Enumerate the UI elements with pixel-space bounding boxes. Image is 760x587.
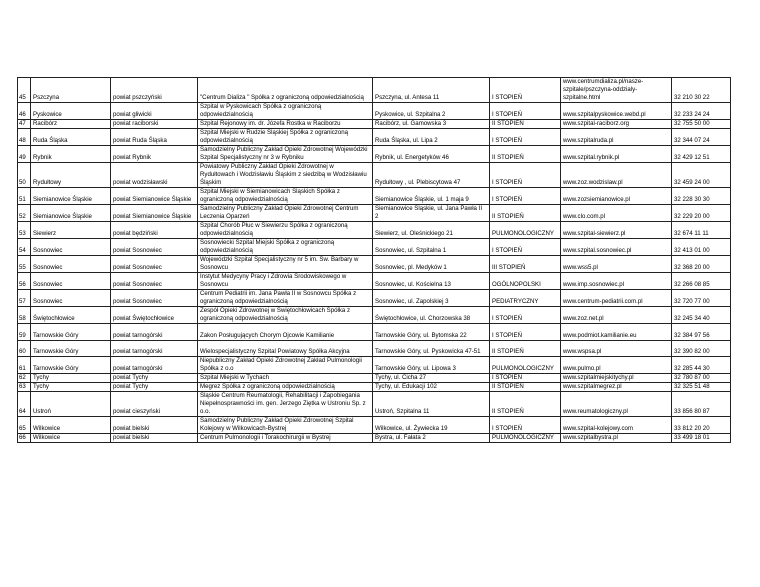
www-cell: www.reumatologiczny.pl xyxy=(561,392,672,417)
level-cell: I STOPIEŃ xyxy=(490,239,561,256)
www-cell: www.szpital.sosnowiec.pl xyxy=(561,239,672,256)
phone-cell: 32 413 01 00 xyxy=(672,239,731,256)
table-row xyxy=(18,417,731,434)
address-cell: Racibórz, ul. Gamowska 3 xyxy=(373,120,490,129)
county-cell: powiat cieszyński xyxy=(111,392,198,417)
name-cell: Szpital Rejonowy im. dr. Józefa Rostka w Raciborzu xyxy=(198,120,373,129)
table-row xyxy=(18,222,731,239)
level-cell: OGÓLNOPOLSKI xyxy=(490,273,561,290)
level-cell: I STOPIEŃ xyxy=(490,78,561,103)
row-number: 53 xyxy=(18,222,31,239)
address-cell: Tychy, ul. Edukacji 102 xyxy=(373,383,490,392)
city-cell: Wilkowice xyxy=(31,434,111,443)
county-cell: powiat Świętochłowice xyxy=(111,307,198,324)
level-cell: I STOPIEŃ xyxy=(490,417,561,434)
level-cell: I STOPIEŃ xyxy=(490,307,561,324)
address-cell: Sosnowiec, ul. Szpitalna 1 xyxy=(373,239,490,256)
www-cell: www.zoz.net.pl xyxy=(561,307,672,324)
city-cell: Siemianowice Śląskie xyxy=(31,188,111,205)
phone-cell: 32 325 51 48 xyxy=(672,383,731,392)
table-row xyxy=(18,163,731,188)
phone-cell: 32 720 77 00 xyxy=(672,290,731,307)
row-number: 54 xyxy=(18,239,31,256)
name-cell: Niepubliczny Zakład Opieki Zdrowotnej Zakład Pulmonologii Spółka z o.o xyxy=(198,357,373,374)
address-cell: Tarnowskie Góry, ul. Pyskowicka 47-51 xyxy=(373,341,490,357)
level-cell: PULMONOLOGICZNY xyxy=(490,434,561,443)
address-cell: Rydułtowy , ul. Plebiscytowa 47 xyxy=(373,163,490,188)
row-number: 63 xyxy=(18,383,31,392)
county-cell: powiat Sosnowiec xyxy=(111,256,198,273)
city-cell: Rydułtowy xyxy=(31,163,111,188)
name-cell: Szpital Miejski w Rudzie Śląskiej Spółka z ograniczoną odpowiedzialnością xyxy=(198,129,373,146)
www-cell: www.szpital.rybnik.pl xyxy=(561,146,672,163)
county-cell: powiat gliwicki xyxy=(111,103,198,120)
name-cell: Powiatowy Publiczny Zakład Opieki Zdrowotnej w Rydułtowach i Wodzisławiu Śląskim z siedzibą w Wodzisławiu Śląskim xyxy=(198,163,373,188)
address-cell: Sosnowiec, ul. Zapolskiej 3 xyxy=(373,290,490,307)
table-row xyxy=(18,307,731,324)
county-cell: powiat Tychy xyxy=(111,374,198,383)
table-row xyxy=(18,120,731,129)
level-cell: PEDIATRYCZNY xyxy=(490,290,561,307)
www-cell: www.clo.com.pl xyxy=(561,205,672,222)
www-cell: www.szpitalbystra.pl xyxy=(561,434,672,443)
address-cell: Sosnowiec, ul. Kościelna 13 xyxy=(373,273,490,290)
name-cell: Megrez Spółka z ograniczoną odpowiedzialnością xyxy=(198,383,373,392)
table-row xyxy=(18,290,731,307)
city-cell: Rybnik xyxy=(31,146,111,163)
www-cell: www.wss5.pl xyxy=(561,256,672,273)
name-cell: Szpital Chorób Płuc w Siewierzu Spółka z ograniczoną odpowiedzialnością xyxy=(198,222,373,239)
address-cell: Tychy, ul. Cicha 27 xyxy=(373,374,490,383)
name-cell: Centrum Pulmonologii i Torakochirurgii w Bystrej xyxy=(198,434,373,443)
address-cell: Pyskowice, ul. Szpitalna 2 xyxy=(373,103,490,120)
city-cell: Sosnowiec xyxy=(31,290,111,307)
name-cell: Wojewódzki Szpital Specjalistyczny nr 5 im. Św. Barbary w Sosnowcu xyxy=(198,256,373,273)
phone-cell: 32 210 30 22 xyxy=(672,78,731,103)
city-cell: Pszczyna xyxy=(31,78,111,103)
row-number: 59 xyxy=(18,324,31,341)
www-cell: www.szpitalruda.pl xyxy=(561,129,672,146)
table-row xyxy=(18,374,731,383)
address-cell: Siemianowice Śląskie, ul. Jana Pawła II 2 xyxy=(373,205,490,222)
county-cell: powiat Siemianowice Śląskie xyxy=(111,205,198,222)
table-row xyxy=(18,78,731,103)
www-cell: www.imp.sosnowiec.pl xyxy=(561,273,672,290)
county-cell: powiat wodzisławski xyxy=(111,163,198,188)
name-cell: Śląskie Centrum Reumatologii, Rehabilitacji i Zapobiegania Niepełnosprawności im. gen. Jerzego Ziętka w Ustroniu Sp. z o.o. xyxy=(198,392,373,417)
county-cell: powiat tarnogórski xyxy=(111,341,198,357)
row-number: 50 xyxy=(18,163,31,188)
www-cell: www.szpitalpyskowice.webd.pl xyxy=(561,103,672,120)
name-cell: Sosnowiecki Szpital Miejski Spółka z ograniczoną odpowiedzialnością xyxy=(198,239,373,256)
phone-cell: 32 459 24 00 xyxy=(672,163,731,188)
row-number: 64 xyxy=(18,392,31,417)
city-cell: Siemianowice Śląskie xyxy=(31,205,111,222)
county-cell: powiat Sosnowiec xyxy=(111,290,198,307)
level-cell: II STOPIEŃ xyxy=(490,341,561,357)
row-number: 49 xyxy=(18,146,31,163)
phone-cell: 32 368 20 00 xyxy=(672,256,731,273)
row-number: 52 xyxy=(18,205,31,222)
phone-cell: 32 429 12 51 xyxy=(672,146,731,163)
name-cell: Szpital w Pyskowicach Spółka z ograniczoną odpowiedzialnością xyxy=(198,103,373,120)
row-number: 46 xyxy=(18,103,31,120)
address-cell: Ustroń, Szpitalna 11 xyxy=(373,392,490,417)
address-cell: Świętochłowice, ul. Chorzowska 38 xyxy=(373,307,490,324)
name-cell: Wielospecjalistyczny Szpital Powiatowy Spółka Akcyjna xyxy=(198,341,373,357)
phone-cell: 33 856 80 87 xyxy=(672,392,731,417)
table-row xyxy=(18,357,731,374)
row-number: 60 xyxy=(18,341,31,357)
phone-cell: 32 390 82 00 xyxy=(672,341,731,357)
city-cell: Tychy xyxy=(31,374,111,383)
level-cell: II STOPIEŃ xyxy=(490,146,561,163)
level-cell: II STOPIEŃ xyxy=(490,120,561,129)
address-cell: Rybnik, ul. Energetyków 46 xyxy=(373,146,490,163)
phone-cell: 32 285 44 30 xyxy=(672,357,731,374)
name-cell: Szpital Miejski w Siemianowicach Śląskich Spółka z ograniczoną odpowiedzialnością xyxy=(198,188,373,205)
county-cell: powiat tarnogórski xyxy=(111,357,198,374)
name-cell: Samodzielny Publiczny Zakład Opieki Zdrowotnej Centrum Leczenia Oparzeń xyxy=(198,205,373,222)
row-number: 47 xyxy=(18,120,31,129)
table-row xyxy=(18,341,731,357)
table-row xyxy=(18,256,731,273)
table-row xyxy=(18,434,731,443)
name-cell: Samodzielny Publiczny Zakład Opieki Zdrowotnej Szpital Kolejowy w Wilkowicach-Bystrej xyxy=(198,417,373,434)
www-cell: www.szpital-siewierz.pl xyxy=(561,222,672,239)
level-cell: I STOPIEŃ xyxy=(490,103,561,120)
level-cell: I STOPIEŃ xyxy=(490,163,561,188)
name-cell: Szpital Miejski w Tychach xyxy=(198,374,373,383)
county-cell: powiat Sosnowiec xyxy=(111,273,198,290)
www-cell: www.wspsa.pl xyxy=(561,341,672,357)
county-cell: powiat raciborski xyxy=(111,120,198,129)
phone-cell: 32 245 34 40 xyxy=(672,307,731,324)
city-cell: Sosnowiec xyxy=(31,256,111,273)
county-cell: powiat Siemianowice Śląskie xyxy=(111,188,198,205)
county-cell: powiat będziński xyxy=(111,222,198,239)
city-cell: Ruda Śląska xyxy=(31,129,111,146)
table-row xyxy=(18,324,731,341)
www-cell: www.szpitalmiejskitychy.pl xyxy=(561,374,672,383)
address-cell: Wilkowice, ul. Żywiecka 19 xyxy=(373,417,490,434)
row-number: 56 xyxy=(18,273,31,290)
phone-cell: 32 229 20 00 xyxy=(672,205,731,222)
county-cell: powiat bielski xyxy=(111,434,198,443)
city-cell: Racibórz xyxy=(31,120,111,129)
county-cell: powiat Rybnik xyxy=(111,146,198,163)
table-row xyxy=(18,103,731,120)
address-cell: Tarnowskie Góry, ul. Bytomska 22 xyxy=(373,324,490,341)
county-cell: powiat pszczyński xyxy=(111,78,198,103)
city-cell: Ustroń xyxy=(31,392,111,417)
phone-cell: 32 266 08 85 xyxy=(672,273,731,290)
row-number: 62 xyxy=(18,374,31,383)
name-cell: Zakon Posługujących Chorym Ojcowie Kamilianie xyxy=(198,324,373,341)
www-cell: www.centrum-pediatrii.com.pl xyxy=(561,290,672,307)
name-cell: Samodzielny Publiczny Zakład Opieki Zdrowotnej Wojewódzki Szpital Specjalistyczny nr 3 w Rybniku xyxy=(198,146,373,163)
www-cell: www.szpitalmegrez.pl xyxy=(561,383,672,392)
city-cell: Sosnowiec xyxy=(31,239,111,256)
address-cell: Siewierz, ul. Oleśnickiego 21 xyxy=(373,222,490,239)
phone-cell: 32 384 97 56 xyxy=(672,324,731,341)
row-number: 66 xyxy=(18,434,31,443)
level-cell: I STOPIEŃ xyxy=(490,374,561,383)
row-number: 48 xyxy=(18,129,31,146)
table-row xyxy=(18,205,731,222)
table-row xyxy=(18,383,731,392)
county-cell: powiat tarnogórski xyxy=(111,324,198,341)
www-cell: www.zozsiemianowice.pl xyxy=(561,188,672,205)
city-cell: Sosnowiec xyxy=(31,273,111,290)
city-cell: Pyskowice xyxy=(31,103,111,120)
phone-cell: 32 228 30 30 xyxy=(672,188,731,205)
www-cell: www.podmiot.kamilianie.eu xyxy=(561,324,672,341)
address-cell: Siemianowice Śląskie, ul. 1 maja 9 xyxy=(373,188,490,205)
address-cell: Tarnowskie Góry, ul. Lipowa 3 xyxy=(373,357,490,374)
table-row xyxy=(18,188,731,205)
phone-cell: 32 755 50 00 xyxy=(672,120,731,129)
level-cell: II STOPIEŃ xyxy=(490,205,561,222)
level-cell: I STOPIEŃ xyxy=(490,324,561,341)
level-cell: II STOPIEŃ xyxy=(490,392,561,417)
phone-cell: 32 233 24 24 xyxy=(672,103,731,120)
www-cell: www.centrumdializa.pl/nasze-szpitale/pszczyna-oddzialy-szpitalne.html xyxy=(561,78,672,103)
name-cell: Instytut Medycyny Pracy i Zdrowia Środowiskowego w Sosnowcu xyxy=(198,273,373,290)
phone-cell: 33 499 18 01 xyxy=(672,434,731,443)
address-cell: Sosnowiec, pl. Medyków 1 xyxy=(373,256,490,273)
hospital-table xyxy=(17,77,731,443)
row-number: 61 xyxy=(18,357,31,374)
name-cell: Zespół Opieki Zdrowotnej w Świętochłowicach Spółka z ograniczoną odpowiedzialnością xyxy=(198,307,373,324)
row-number: 65 xyxy=(18,417,31,434)
phone-cell: 32 674 11 11 xyxy=(672,222,731,239)
city-cell: Świętochłowice xyxy=(31,307,111,324)
county-cell: powiat Ruda Śląska xyxy=(111,129,198,146)
row-number: 57 xyxy=(18,290,31,307)
row-number: 45 xyxy=(18,78,31,103)
phone-cell: 32 344 07 24 xyxy=(672,129,731,146)
phone-cell: 33 812 20 20 xyxy=(672,417,731,434)
name-cell: Centrum Pediatrii im. Jana Pawła II w Sosnowcu Spółka z ograniczoną odpowiedzialnością xyxy=(198,290,373,307)
www-cell: www.szpital-kolejowy.com xyxy=(561,417,672,434)
level-cell: I STOPIEŃ xyxy=(490,188,561,205)
phone-cell: 32 780 87 00 xyxy=(672,374,731,383)
level-cell: III STOPIEŃ xyxy=(490,256,561,273)
level-cell: PULMONOLOGICZNY xyxy=(490,357,561,374)
city-cell: Tarnowskie Góry xyxy=(31,357,111,374)
city-cell: Siewierz xyxy=(31,222,111,239)
name-cell: "Centrum Dializa " Spółka z ograniczoną odpowiedzialnością xyxy=(198,78,373,103)
level-cell: PULMONOLOGICZNY xyxy=(490,222,561,239)
address-cell: Pszczyna, ul. Antesa 11 xyxy=(373,78,490,103)
city-cell: Tarnowskie Góry xyxy=(31,324,111,341)
address-cell: Ruda Śląska, ul. Lipa 2 xyxy=(373,129,490,146)
row-number: 55 xyxy=(18,256,31,273)
table-row xyxy=(18,239,731,256)
www-cell: www.zoz.wodzislaw.pl xyxy=(561,163,672,188)
level-cell: I STOPIEŃ xyxy=(490,129,561,146)
table-row xyxy=(18,146,731,163)
table-row xyxy=(18,392,731,417)
table-row xyxy=(18,129,731,146)
county-cell: powiat Sosnowiec xyxy=(111,239,198,256)
www-cell: www.szpital-raciborz.org xyxy=(561,120,672,129)
address-cell: Bystra, ul. Fałata 2 xyxy=(373,434,490,443)
row-number: 58 xyxy=(18,307,31,324)
table-row xyxy=(18,273,731,290)
row-number: 51 xyxy=(18,188,31,205)
city-cell: Tychy xyxy=(31,383,111,392)
county-cell: powiat Tychy xyxy=(111,383,198,392)
county-cell: powiat bielski xyxy=(111,417,198,434)
level-cell: II STOPIEŃ xyxy=(490,383,561,392)
www-cell: www.pulmo.pl xyxy=(561,357,672,374)
city-cell: Wilkowice xyxy=(31,417,111,434)
city-cell: Tarnowskie Góry xyxy=(31,341,111,357)
